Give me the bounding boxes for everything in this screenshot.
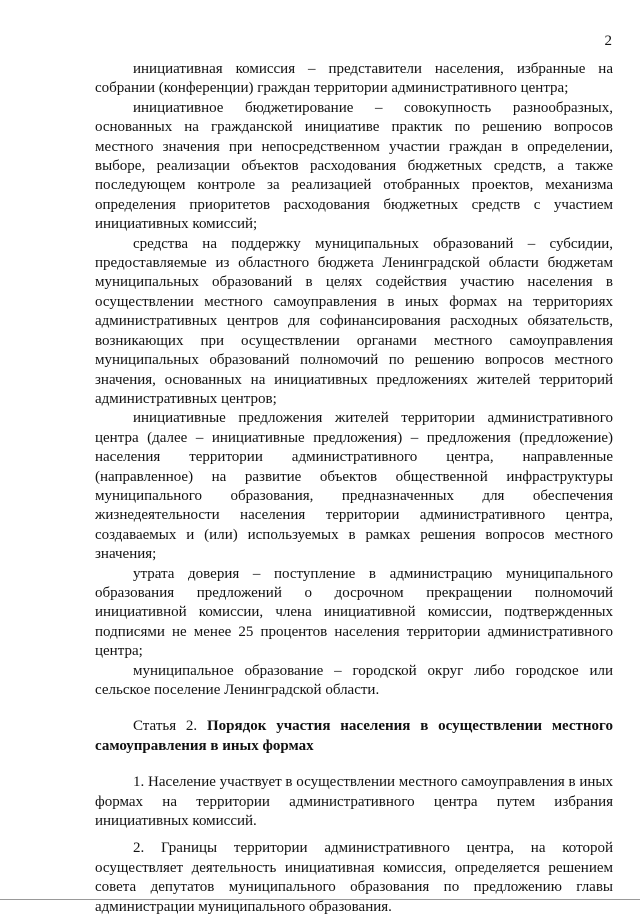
article-prefix: Статья 2. [133,718,198,735]
article-title: Порядок участия населения в осуществлении местного самоуправления в иных формах [95,718,613,754]
definition-paragraph: инициативное бюджетирование – совокупность разнообразных, основанных на гражданской инициативе практик по решению вопросов местного значения при непосредственном участии граждан в определении, выборе, реализации объектов расходования бюджетных средств, а также последующем контроле за реализацией отобранных проектов, механизма определения приоритетов расходования бюджетных средств с участием инициативных комиссий; [95,99,613,233]
article-heading [95,717,613,756]
definition-paragraph: средства на поддержку муниципальных образований – субсидии, предоставляемые из областного бюджета Ленинградской области бюджетам муниципальных образований в целях содействия участию населения в осуществлении местного самоуправления в иных формах на территориях административных центров для софинансирования расходных обязательств, возникающих при осуществлении органами местного самоуправления муниципальных образований полномочий по решению вопросов местного значения, основанных на инициативных предложениях жителей территорий административных центров; [95,235,613,407]
article-point: 1. Население участвует в осуществлении местного самоуправления в иных формах на территории административного центра путем избрания инициативных комиссий. [95,774,613,830]
definition-paragraph: инициативная комиссия – представители населения, избранные на собрании (конференции) граждан территории административного центра; [95,61,613,97]
document-body [95,60,613,917]
definition-paragraph: муниципальное образование – городской округ либо городское или сельское поселение Ленинградской области. [95,662,613,698]
page-number: 2 [604,33,612,49]
definition-paragraph: утрата доверия – поступление в администрацию муниципального образования предложений о досрочном прекращении полномочий инициативной комиссии, члена инициативной комиссии, подтвержденных подписями не менее 25 процентов населения территории административного центра; [95,565,613,660]
article-point: 2. Границы территории административного центра, на которой осуществляет деятельность инициативная комиссия, определяется решением совета депутатов муниципального образования по предложению главы администрации муниципального образования. [95,840,613,915]
definition-paragraph: инициативные предложения жителей территории административного центра (далее – инициативные предложения) – предложения (предложение) населения территории административного центра, направленные (направленное) на развитие объектов общественной инфраструктуры муниципального образования, предназначенных для обеспечения жизнедеятельности населения территории административного центра, создаваемых и (или) используемых в рамках решения вопросов местного значения; [95,410,613,563]
page-bottom-edge [0,899,640,900]
